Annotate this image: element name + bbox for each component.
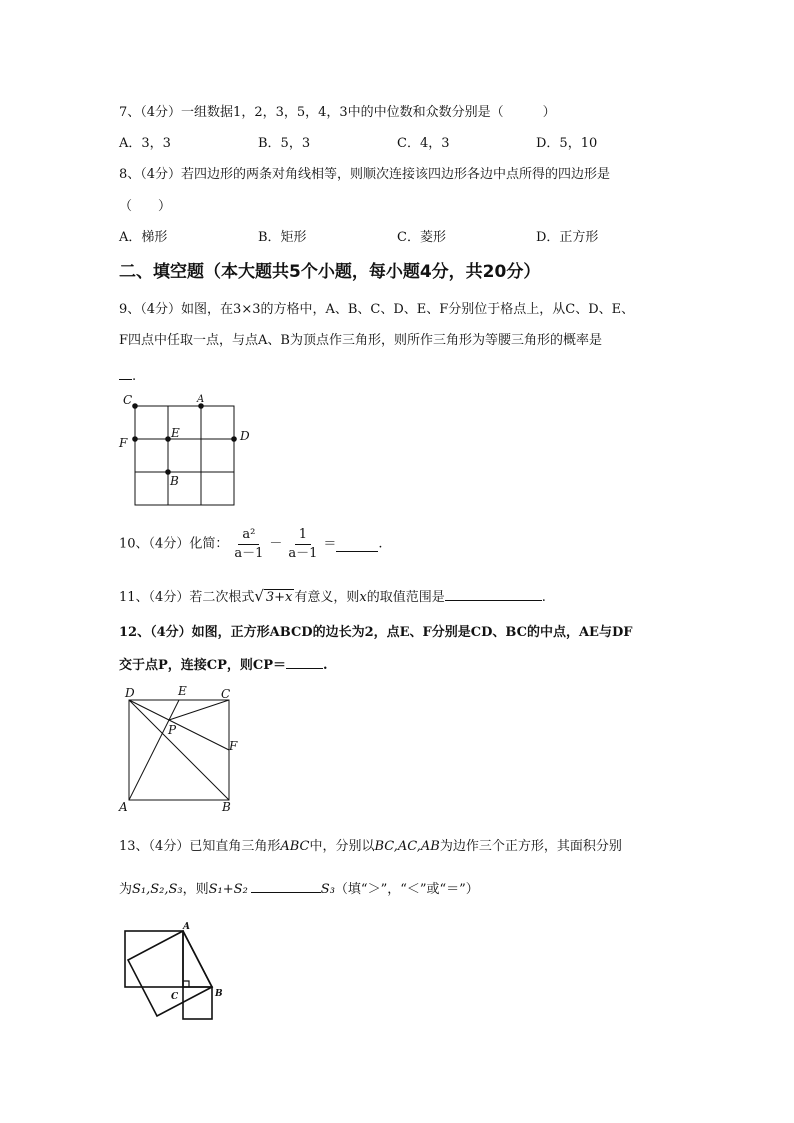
q9-point-c bbox=[132, 403, 138, 409]
q9-answer-line: . bbox=[119, 366, 136, 386]
q9-line-1: 9、（4分）如图，在3×3的方格中，A、B、C、D、E、F分别位于格点上，从C、D、E、 bbox=[119, 302, 635, 317]
q12-label-f: F bbox=[229, 739, 238, 753]
q12-label-e: E bbox=[178, 684, 187, 698]
q9-label-f: F bbox=[119, 436, 128, 450]
q13-line-2: 为S₁,S₂,S₃，则S₁+S₂ S₃（填“＞”，“＜”或“＝”） bbox=[119, 879, 479, 899]
q10-fraction-2: $\frac{1}{a-1}$ bbox=[288, 527, 318, 561]
q10-answer-blank[interactable] bbox=[336, 538, 378, 552]
q9-grid-figure bbox=[115, 390, 255, 510]
q9-label-b: B bbox=[170, 474, 179, 488]
q12-label-c: C bbox=[221, 687, 231, 701]
q10-fraction-1: $\frac{\text{a²}}{a-1}$ bbox=[234, 527, 264, 561]
q7-option-c: C．4，3 bbox=[397, 136, 450, 151]
q9-label-a: A bbox=[197, 394, 205, 405]
q12-square-figure bbox=[115, 683, 265, 818]
q7-stem: 7、（4分）一组数据1，2，3，5，4，3中的中位数和众数分别是（ ） bbox=[119, 105, 556, 120]
q11-answer-blank[interactable] bbox=[445, 587, 542, 601]
q7-option-b: B．5，3 bbox=[258, 136, 311, 151]
q12-label-p: P bbox=[168, 723, 177, 737]
section-2-title: 二、填空题（本大题共5个小题，每小题4分，共20分） bbox=[119, 262, 541, 282]
q8-option-a: A．梯形 bbox=[119, 230, 168, 245]
q13-answer-blank[interactable] bbox=[251, 879, 321, 893]
q9-label-d: D bbox=[240, 429, 250, 443]
q10-prefix: 10、（4分）化简： bbox=[119, 536, 229, 552]
q8-paren: （ ） bbox=[119, 199, 172, 214]
q9-point-e bbox=[165, 436, 171, 442]
q12-line-1: 12、（4分）如图，正方形ABCD的边长为2，点E、F分别是CD、BC的中点，AE与DF bbox=[119, 625, 633, 640]
q13-pythagoras-figure bbox=[115, 920, 245, 1030]
q8-option-b: B．矩形 bbox=[258, 230, 307, 245]
q9-label-c: C bbox=[123, 393, 133, 407]
q8-option-d: D．正方形 bbox=[536, 230, 599, 245]
q11-radicand: 3+x bbox=[265, 590, 293, 605]
q13-label-c: C bbox=[171, 992, 179, 1002]
q13-label-a: A bbox=[183, 922, 190, 932]
q9-answer-blank[interactable] bbox=[119, 366, 132, 380]
q9-label-e: E bbox=[171, 426, 180, 440]
q12-label-b: B bbox=[222, 800, 231, 814]
q12-label-a: A bbox=[119, 800, 128, 814]
q8-option-c: C．菱形 bbox=[397, 230, 446, 245]
q12-label-d: D bbox=[125, 686, 135, 700]
q8-stem: 8、（4分）若四边形的两条对角线相等，则顺次连接该四边形各边中点所得的四边形是 bbox=[119, 167, 611, 182]
q10-line: 10、（4分）化简： $\frac{\text{a²}}{a-1}$ － $\frac{1}{a-1}$ ＝ . bbox=[119, 527, 383, 561]
q11-line: 11、（4分）若二次根式√ 3+x 有意义，则x的取值范围是 . bbox=[119, 587, 546, 605]
q9-point-f bbox=[132, 436, 138, 442]
q9-point-d bbox=[231, 436, 237, 442]
q7-option-a: A．3，3 bbox=[119, 136, 171, 151]
q12-line-2: 交于点P，连接CP，则CP＝ . bbox=[119, 655, 328, 675]
q9-line-2: F四点中任取一点，与点A、B为顶点作三角形，则所作三角形为等腰三角形的概率是 bbox=[119, 333, 602, 348]
q13-label-b: B bbox=[215, 989, 223, 999]
q7-option-d: D．5，10 bbox=[536, 136, 598, 151]
q12-answer-blank[interactable] bbox=[286, 655, 323, 669]
q13-line-1: 13、（4分）已知直角三角形ABC中，分别以BC,AC,AB为边作三个正方形，其面积分别 bbox=[119, 839, 622, 854]
